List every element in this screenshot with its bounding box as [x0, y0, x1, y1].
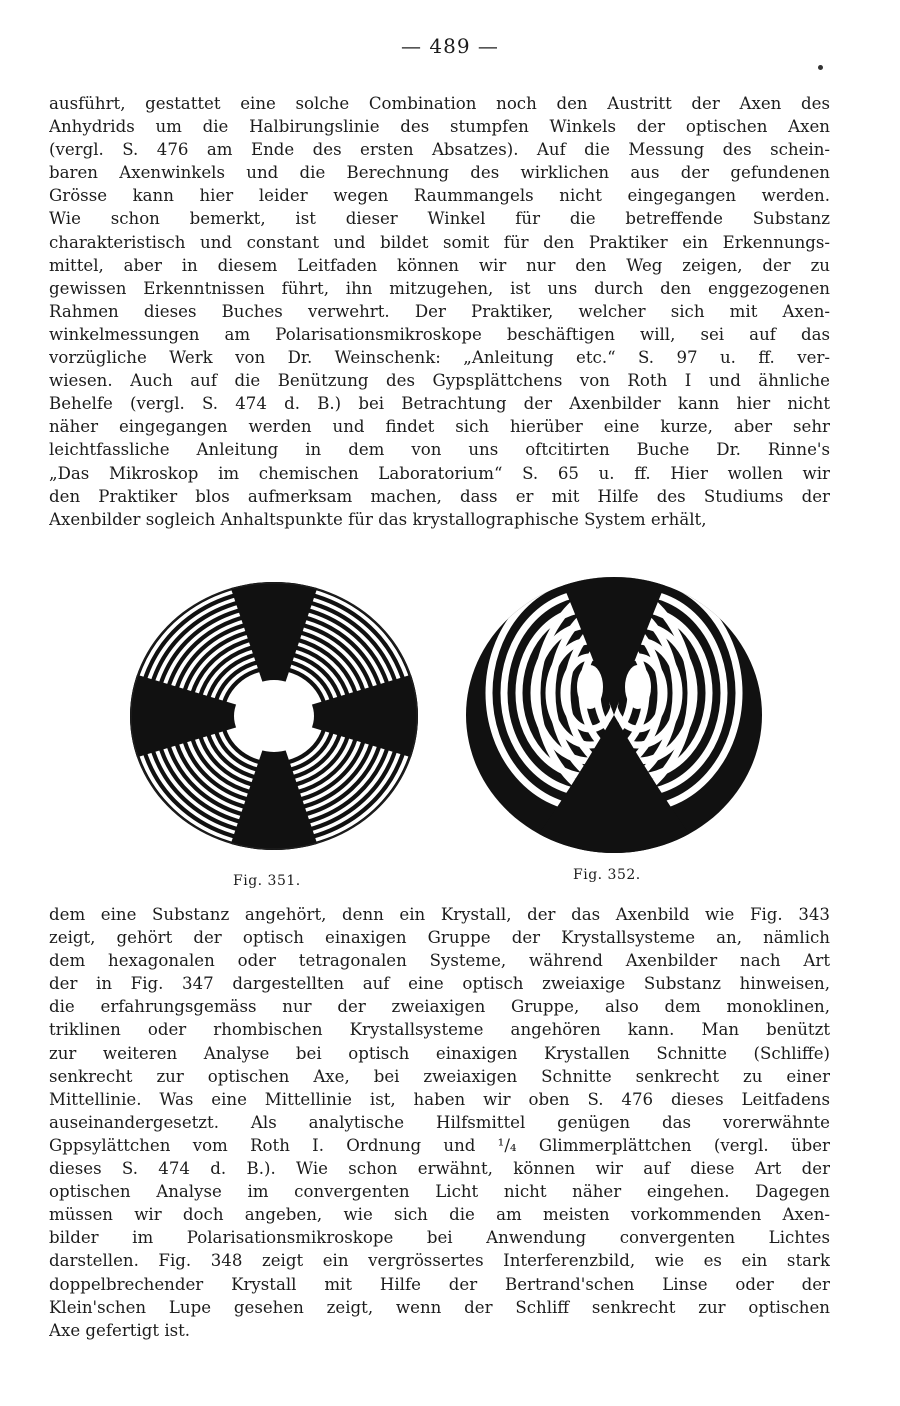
text-line: Grösse kann hier leider wegen Raummangels nicht eingegangen werden. — [49, 186, 830, 206]
text-line: wiesen. Auch auf die Benützung des Gypsplättchens von Roth I und ähnliche — [49, 371, 830, 391]
text-line: auseinandergesetzt. Als analytische Hilfsmittel genügen das vorerwähnte — [49, 1112, 830, 1132]
text-line: bilder im Polarisationsmikroskope bei Anwendung convergenten Lichtes — [49, 1228, 830, 1248]
text-line: Behelfe (vergl. S. 474 d. B.) bei Betrachtung der Axenbilder kann hier nicht — [49, 394, 830, 414]
text-line: „Das Mikroskop im chemischen Laboratorium“ S. 65 u. ff. Hier wollen wir — [49, 463, 830, 483]
text-line: dem hexagonalen oder tetragonalen Systeme, während Axenbilder nach Art — [49, 951, 830, 971]
text-line: senkrecht zur optischen Axe, bei zweiaxigen Schnitte senkrecht zu einer — [49, 1066, 830, 1086]
text-line: winkelmessungen am Polarisationsmikroskope beschäftigen will, sei auf das — [49, 324, 830, 344]
paragraph-bottom — [49, 903, 830, 1342]
text-line: Axe gefertigt ist. — [49, 1320, 191, 1340]
page-number: — 489 — — [401, 34, 499, 58]
text-line: zur weiteren Analyse bei optisch einaxigen Krystallen Schnitte (Schliffe) — [49, 1043, 830, 1063]
text-line: charakteristisch und constant und bildet somit für den Praktiker ein Erkennungs- — [49, 232, 830, 252]
ink-speck — [818, 65, 823, 70]
text-line: zeigt, gehört der optisch einaxigen Gruppe der Krystallsysteme an, nämlich — [49, 928, 830, 948]
text-line: müssen wir doch angeben, wie sich die am meisten vorkommenden Axen- — [49, 1205, 830, 1225]
text-line: Klein'schen Lupe gesehen zeigt, wenn der Schliff senkrecht zur optischen — [49, 1297, 830, 1317]
figure-352-caption: Fig. 352. — [573, 867, 641, 883]
text-line: Gppsylättchen vom Roth I. Ordnung und ¹/₄ Glimmerplättchen (vergl. über — [49, 1135, 830, 1155]
text-line: die erfahrungsgemäss nur der zweiaxigen Gruppe, also dem monoklinen, — [49, 997, 830, 1017]
text-line: Rahmen dieses Buches verwehrt. Der Praktiker, welcher sich mit Axen- — [49, 301, 830, 321]
text-line: der in Fig. 347 dargestellten auf eine optisch zweiaxige Substanz hinweisen, — [49, 974, 830, 994]
text-line: leichtfassliche Anleitung in dem von uns oftcitirten Buche Dr. Rinne's — [49, 440, 830, 460]
text-line: ausführt, gestattet eine solche Combination noch den Austritt der Axen des — [49, 94, 830, 113]
text-line: näher eingegangen werden und findet sich hierüber eine kurze, aber sehr — [49, 417, 830, 437]
text-line: triklinen oder rhombischen Krystallsysteme angehören kann. Man benützt — [49, 1020, 830, 1040]
text-line: dieses S. 474 d. B.). Wie schon erwähnt, können wir auf diese Art der — [49, 1159, 830, 1179]
text-line: darstellen. Fig. 348 zeigt ein vergrössertes Interferenzbild, wie es ein stark — [49, 1251, 830, 1271]
text-line: dem eine Substanz angehört, denn ein Krystall, der das Axenbild wie Fig. 343 — [49, 905, 830, 924]
figure-352-biaxial-interference — [464, 575, 764, 855]
text-line: Mittellinie. Was eine Mittellinie ist, haben wir oben S. 476 dieses Leitfadens — [49, 1089, 830, 1109]
text-line: Anhydrids um die Halbirungslinie des stumpfen Winkels der optischen Axen — [49, 117, 830, 137]
figure-351-uniaxial-interference — [128, 580, 420, 852]
text-line: (vergl. S. 476 am Ende des ersten Absatzes). Auf die Messung des schein- — [49, 140, 830, 160]
text-line: den Praktiker blos aufmerksam machen, dass er mit Hilfe des Studiums der — [49, 486, 830, 506]
text-line: Wie schon bemerkt, ist dieser Winkel für die betreffende Substanz — [49, 209, 830, 229]
paragraph-top — [49, 92, 830, 531]
text-line: doppelbrechender Krystall mit Hilfe der Bertrand'schen Linse oder der — [49, 1274, 830, 1294]
text-line: Axenbilder sogleich Anhaltspunkte für das krystallographische System erhält, — [49, 509, 707, 529]
text-line: vorzügliche Werk von Dr. Weinschenk: „Anleitung etc.“ S. 97 u. ff. ver- — [49, 348, 830, 368]
text-line: baren Axenwinkels und die Berechnung des wirklichen aus der gefundenen — [49, 163, 830, 183]
figure-351-caption: Fig. 351. — [233, 873, 301, 889]
text-line: optischen Analyse im convergenten Licht nicht näher eingehen. Dagegen — [49, 1182, 830, 1202]
text-line: mittel, aber in diesem Leitfaden können wir nur den Weg zeigen, der zu — [49, 255, 830, 275]
text-line: gewissen Erkenntnissen führt, ihn mitzugehen, ist uns durch den enggezogenen — [49, 278, 830, 298]
